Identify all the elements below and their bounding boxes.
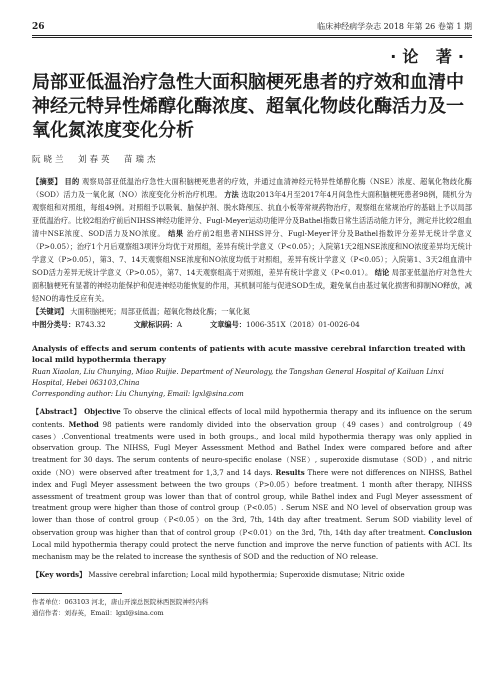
footnote-rule	[32, 593, 122, 594]
keywords-en-text: Massive cerebral infarction; Local mild hypothermia; Superoxide dismutase; Nitric oxide	[88, 571, 405, 580]
article-value: 1006-351X（2018）01-0026-04	[246, 320, 360, 329]
authors-en: Ruan Xiaolan, Liu Chunying, Miao Ruijie. Department of Neurology, the Tangshan General Hospital of Kailuan Linxi Hospital, Hebei 063103,China	[32, 368, 444, 387]
footnote-unit: 作者单位：063103 河北，唐山开滦总医院林西医院神经内科	[32, 598, 209, 607]
article-title-cn: 局部亚低温治疗急性大面积脑梗死患者的疗效和血清中神经元特异性烯醇化酶浓度、超氧化物歧化酶活力及一氧化氮浓度变化分析	[32, 72, 464, 141]
abstract-cn-conclusion: 局部亚低温治疗对急性大面积脑梗死有显著的神经功能保护和促进神经功能恢复的作用，其机制可能与促进SOD生成，避免氧自由基过氧化损害和抑制NO释放，减轻NO的毒性反应有关。	[32, 268, 472, 303]
abstract-cn-result: 治疗前2组患者NIHSS评分、Fugl-Meyer评分及Bathel指数评分差异无统计学意义（P>0.05）；治疗1个月后观察组3项评分均优于对照组，差异有统计学意义（P<0.05）；入院第1天2组NSE浓度和NO浓度差异均无统计学意义（P>0.05），第3、7、14天观察组NSE浓度和NO浓度均低于对照组，差异有统计学意义（P<0.05）；入院第1、3天2组血清中SOD活力差异无统计学意义（P>0.05），第7、14天观察组高于对照组，差异有统计学意义（P<0.01）。	[32, 229, 472, 277]
abstract-en-objective-label: Objective	[84, 407, 121, 416]
keywords-cn	[32, 305, 472, 318]
classification-line	[32, 318, 472, 331]
abstract-en	[32, 406, 472, 563]
keywords-cn-text: 大面积脑梗死；局部亚低温；超氧化物歧化酶；一氧化氮	[70, 307, 250, 316]
abstract-en-method-label: Method	[68, 419, 99, 429]
keywords-en	[32, 569, 472, 581]
keywords-en-label: 【Key words】	[32, 570, 87, 580]
article-number	[210, 318, 360, 331]
journal-page	[32, 22, 472, 668]
clc-value: R743.32	[75, 320, 106, 329]
doc-label: 文献标识码：	[133, 320, 177, 329]
abstract-en-method: 98 patients were randomly divided into the observation group（49 cases）and controlgroup（49 cases）.Conventional treatments were used in both groups., and local mild hypothermia therapy was only applied in observation group. The NIHSS, Fugl Meyer Assessment Method and Bathel Index were compared before and after treatment for 30 days. The serum contents of neuro-specific enolase（NSE）, superoxide dismutase（SOD）, and nitric oxide（NO）were observed after treatment for 1,3,7 and 14 days.	[32, 420, 472, 477]
abstract-en-results-label: Results	[275, 467, 305, 477]
abstract-cn-result-label: 结果	[168, 229, 184, 238]
footnote-corresponding: 通信作者：刘春英，Email：lgxl@sina.com	[32, 608, 164, 617]
header-rule	[32, 35, 472, 38]
journal-citation: 临床神经病学杂志 2018 年第 26 卷第 1 期	[317, 22, 472, 31]
abstract-en-objective: To observe the clinical effects of local mild hypothermia therapy and its influence on the serum contents.	[32, 408, 472, 429]
article-title-en: Analysis of effects and serum contents of patients with acute massive cerebral infarction treated with local mild hypothermia therapy	[32, 344, 466, 364]
corresponding-author-en: Corresponding author: Liu Chunying, Email: lgxl@sina.com	[32, 390, 244, 398]
doc-value: A	[176, 320, 183, 329]
abstract-cn-conclusion-label: 结论	[374, 268, 390, 277]
clc-label: 中图分类号：	[32, 320, 76, 329]
authors-cn: 阮晓兰 刘春英 苗瑞杰	[32, 155, 159, 165]
abstract-cn	[32, 175, 472, 305]
running-header	[32, 22, 472, 35]
abstract-en-results: There were not differences on NIHSS, Bathel index and Fugl Meyer assessment between the two groups（P>0.05）before treatment. 1 month after therapy, NIHSS assessment of treatment group was lower than that of control group, while Bathel index and Fugl Meyer assessment of treatment group were higher than those of control group（P<0.05）. Serum NSE and NO level of observation group was lower than those of control group（P<0.05）on the 3rd, 7th, 14th day after treatment. Serum SOD viability level of observation group was higher than that of control group（P<0.01）on the 3rd, 7th, 14th day after treatment.	[32, 468, 472, 537]
article-label: 文章编号：	[210, 320, 246, 329]
abstract-en-label: 【Abstract】	[32, 407, 82, 416]
abstract-cn-objective-label: 目的	[64, 177, 80, 186]
keywords-cn-label: 【关键词】	[32, 307, 68, 316]
clc-number	[32, 318, 106, 331]
page-number: 26	[32, 22, 45, 32]
abstract-cn-label: 【摘要】	[32, 177, 62, 186]
abstract-en-conclusion: Local mild hypothermia therapy could protect the nerve function and improve the nerve function of patients with ACI. Its mechanism may be the related to increase the synthesis of SOD and the reduction of NO release.	[32, 540, 472, 561]
abstract-en-conclusion-label: Conclusion	[428, 527, 473, 537]
abstract-cn-method: 选取2013年4月至2017年4月间急性大面积脑梗死患者98例，随机分为观察组和对照组，每组49例。对照组予以吸氧、脑保护剂、脱水降颅压、抗血小板等常规药物治疗，观察组在常规治疗的基础上予以局部亚低温治疗。比较2组治疗前后NIHSS神经功能评分、Fugl-Meyer运动功能评分及Bathel指数日常生活活动能力评分，测定并比较2组血清中NSE浓度、SOD活力及NO浓度。	[32, 190, 472, 238]
section-label: ·论 著·	[390, 47, 470, 66]
abstract-cn-objective: 观察局部亚低温治疗急性大面积脑梗死患者的疗效，并通过血清神经元特异性烯醇化酶（NSE）浓度、超氧化物歧化酶（SOD）活力及一氧化氮（NO）浓度变化分析治疗机理。	[32, 177, 472, 199]
abstract-cn-method-label: 方法	[224, 190, 239, 199]
doc-code	[134, 318, 182, 331]
